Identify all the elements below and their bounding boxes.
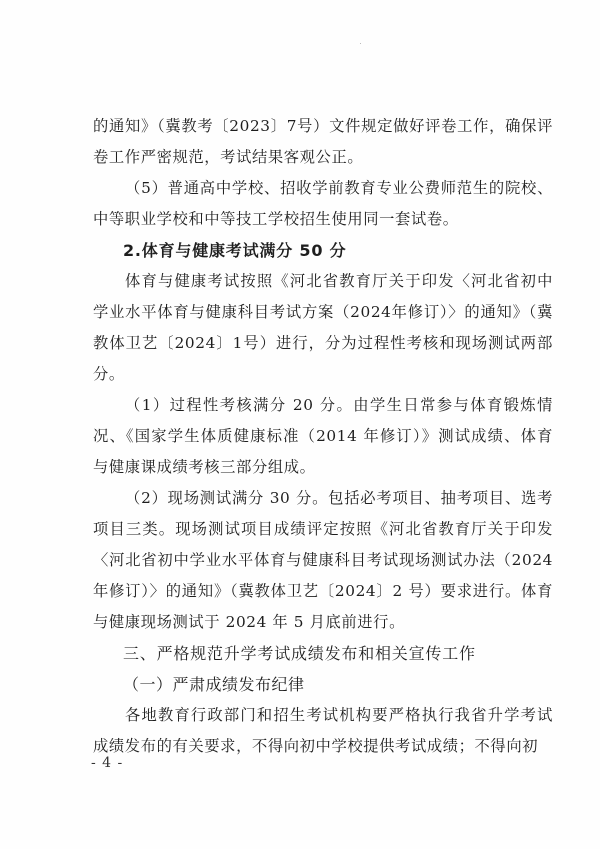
paragraph-exam-notice-continuation: 的通知》（冀教考〔2023〕7号）文件规定做好评卷工作，确保评卷工作严密规范，考试结果客观公正。 — [93, 117, 553, 166]
paragraph-process-assessment: （1）过程性考核满分 20 分。由学生日常参与体育锻炼情况、《国家学生体质健康标准（2014 年修订）》测试成绩、体育与健康课成绩考核三部分组成。 — [93, 396, 553, 476]
heading-score-release-discipline: （一）严肃成绩发布纪律 — [123, 675, 305, 694]
paragraph-score-release: 各地教育行政部门和招生考试机构要严格执行我省升学考试成绩发布的有关要求，不得向初中学校提供考试成绩；不得向初 — [93, 706, 553, 755]
paragraph-same-exam-paper: （5）普通高中学校、招收学前教育专业公费师范生的院校、中等职业学校和中等技工学校招生使用同一套试卷。 — [93, 179, 553, 228]
paragraph-pe-exam-basis: 体育与健康考试按照《河北省教育厅关于印发〈河北省初中学业水平体育与健康科目考试方案（2024年修订）〉的通知》（冀教体卫艺〔2024〕1号）进行，分为过程性考核和现场测试两部分。 — [93, 272, 553, 383]
scan-mark — [360, 43, 361, 44]
document-body — [93, 111, 553, 762]
page-number: - 4 - — [91, 755, 124, 771]
heading-pe-score: 2.体育与健康考试满分 50 分 — [123, 241, 347, 260]
paragraph-field-test: （2）现场测试满分 30 分。包括必考项目、抽考项目、选考项目三类。现场测试项目成绩评定按照《河北省教育厅关于印发〈河北省初中学业水平体育与健康科目考试现场测试办法（2024年修订）〉的通知》（冀教体卫艺〔2024〕2 号）要求进行。体育与健康现场测试于 2024 年 5 月底前进行。 — [93, 489, 553, 631]
heading-section-three: 三、严格规范升学考试成绩发布和相关宣传工作 — [123, 644, 476, 663]
